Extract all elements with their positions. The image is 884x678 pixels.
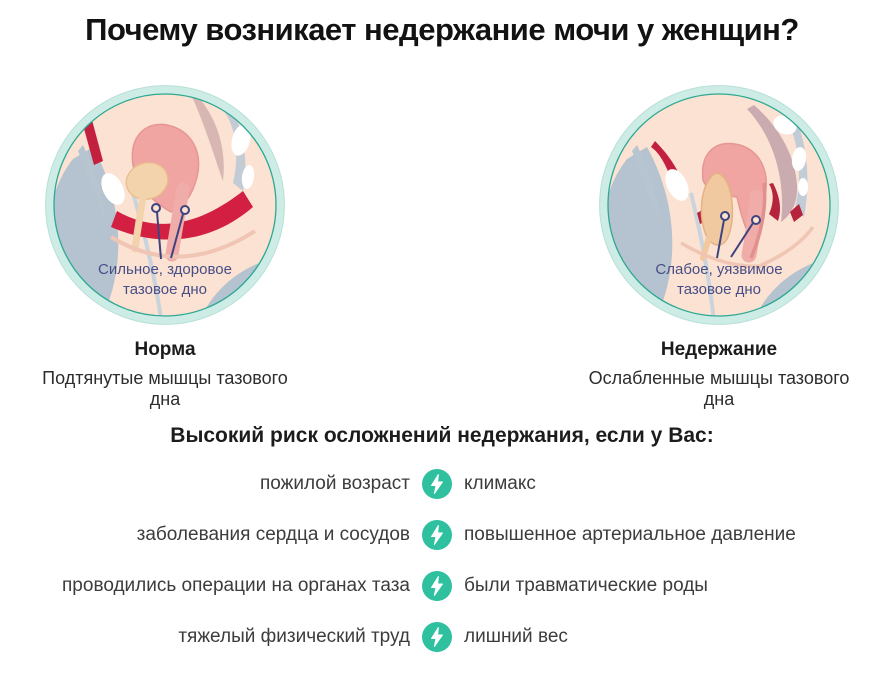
pelvic-floor-label-weak: Слабое, уязвимое тазовое дно — [655, 261, 783, 298]
lightning-bolt-icon — [422, 520, 452, 550]
figure-normal-description: Подтянутые мышцы тазового дна — [42, 368, 288, 409]
normal-pelvis-illustration — [45, 85, 285, 325]
page-title: Почему возникает недержание мочи у женщин? — [85, 12, 799, 47]
risk-heading: Высокий риск осложнений недержания, если у Вас: — [170, 424, 714, 447]
risk-row — [0, 515, 884, 555]
pelvic-floor-label-normal: Сильное, здоровое тазовое дно — [98, 261, 232, 298]
risk-row — [0, 566, 884, 606]
risk-factor-left: заболевания сердца и сосудов — [136, 524, 410, 545]
risk-factor-right: были травматические роды — [464, 575, 708, 596]
figure-incontinence-title: Недержание — [660, 339, 778, 360]
risk-rows — [0, 464, 884, 657]
figure-normal — [25, 85, 305, 410]
risk-factor-right: климакс — [464, 473, 536, 494]
weak-pelvis-illustration — [599, 85, 839, 325]
risk-factor-left: тяжелый физический труд — [178, 626, 410, 647]
figure-incontinence-description: Ослабленные мышцы тазового дна — [588, 368, 850, 409]
figure-normal-title: Норма — [134, 339, 196, 360]
lightning-bolt-icon — [422, 571, 452, 601]
lightning-bolt-icon — [422, 469, 452, 499]
risk-factor-left: пожилой возраст — [259, 473, 410, 494]
risk-section — [0, 424, 884, 668]
risk-factor-right: лишний вес — [464, 626, 568, 647]
risk-row — [0, 617, 884, 657]
lightning-bolt-icon — [422, 622, 452, 652]
risk-factor-right: повышенное артериальное давление — [464, 524, 796, 545]
risk-row — [0, 464, 884, 504]
figure-incontinence — [579, 85, 859, 410]
risk-factor-left: проводились операции на органах таза — [62, 575, 410, 596]
